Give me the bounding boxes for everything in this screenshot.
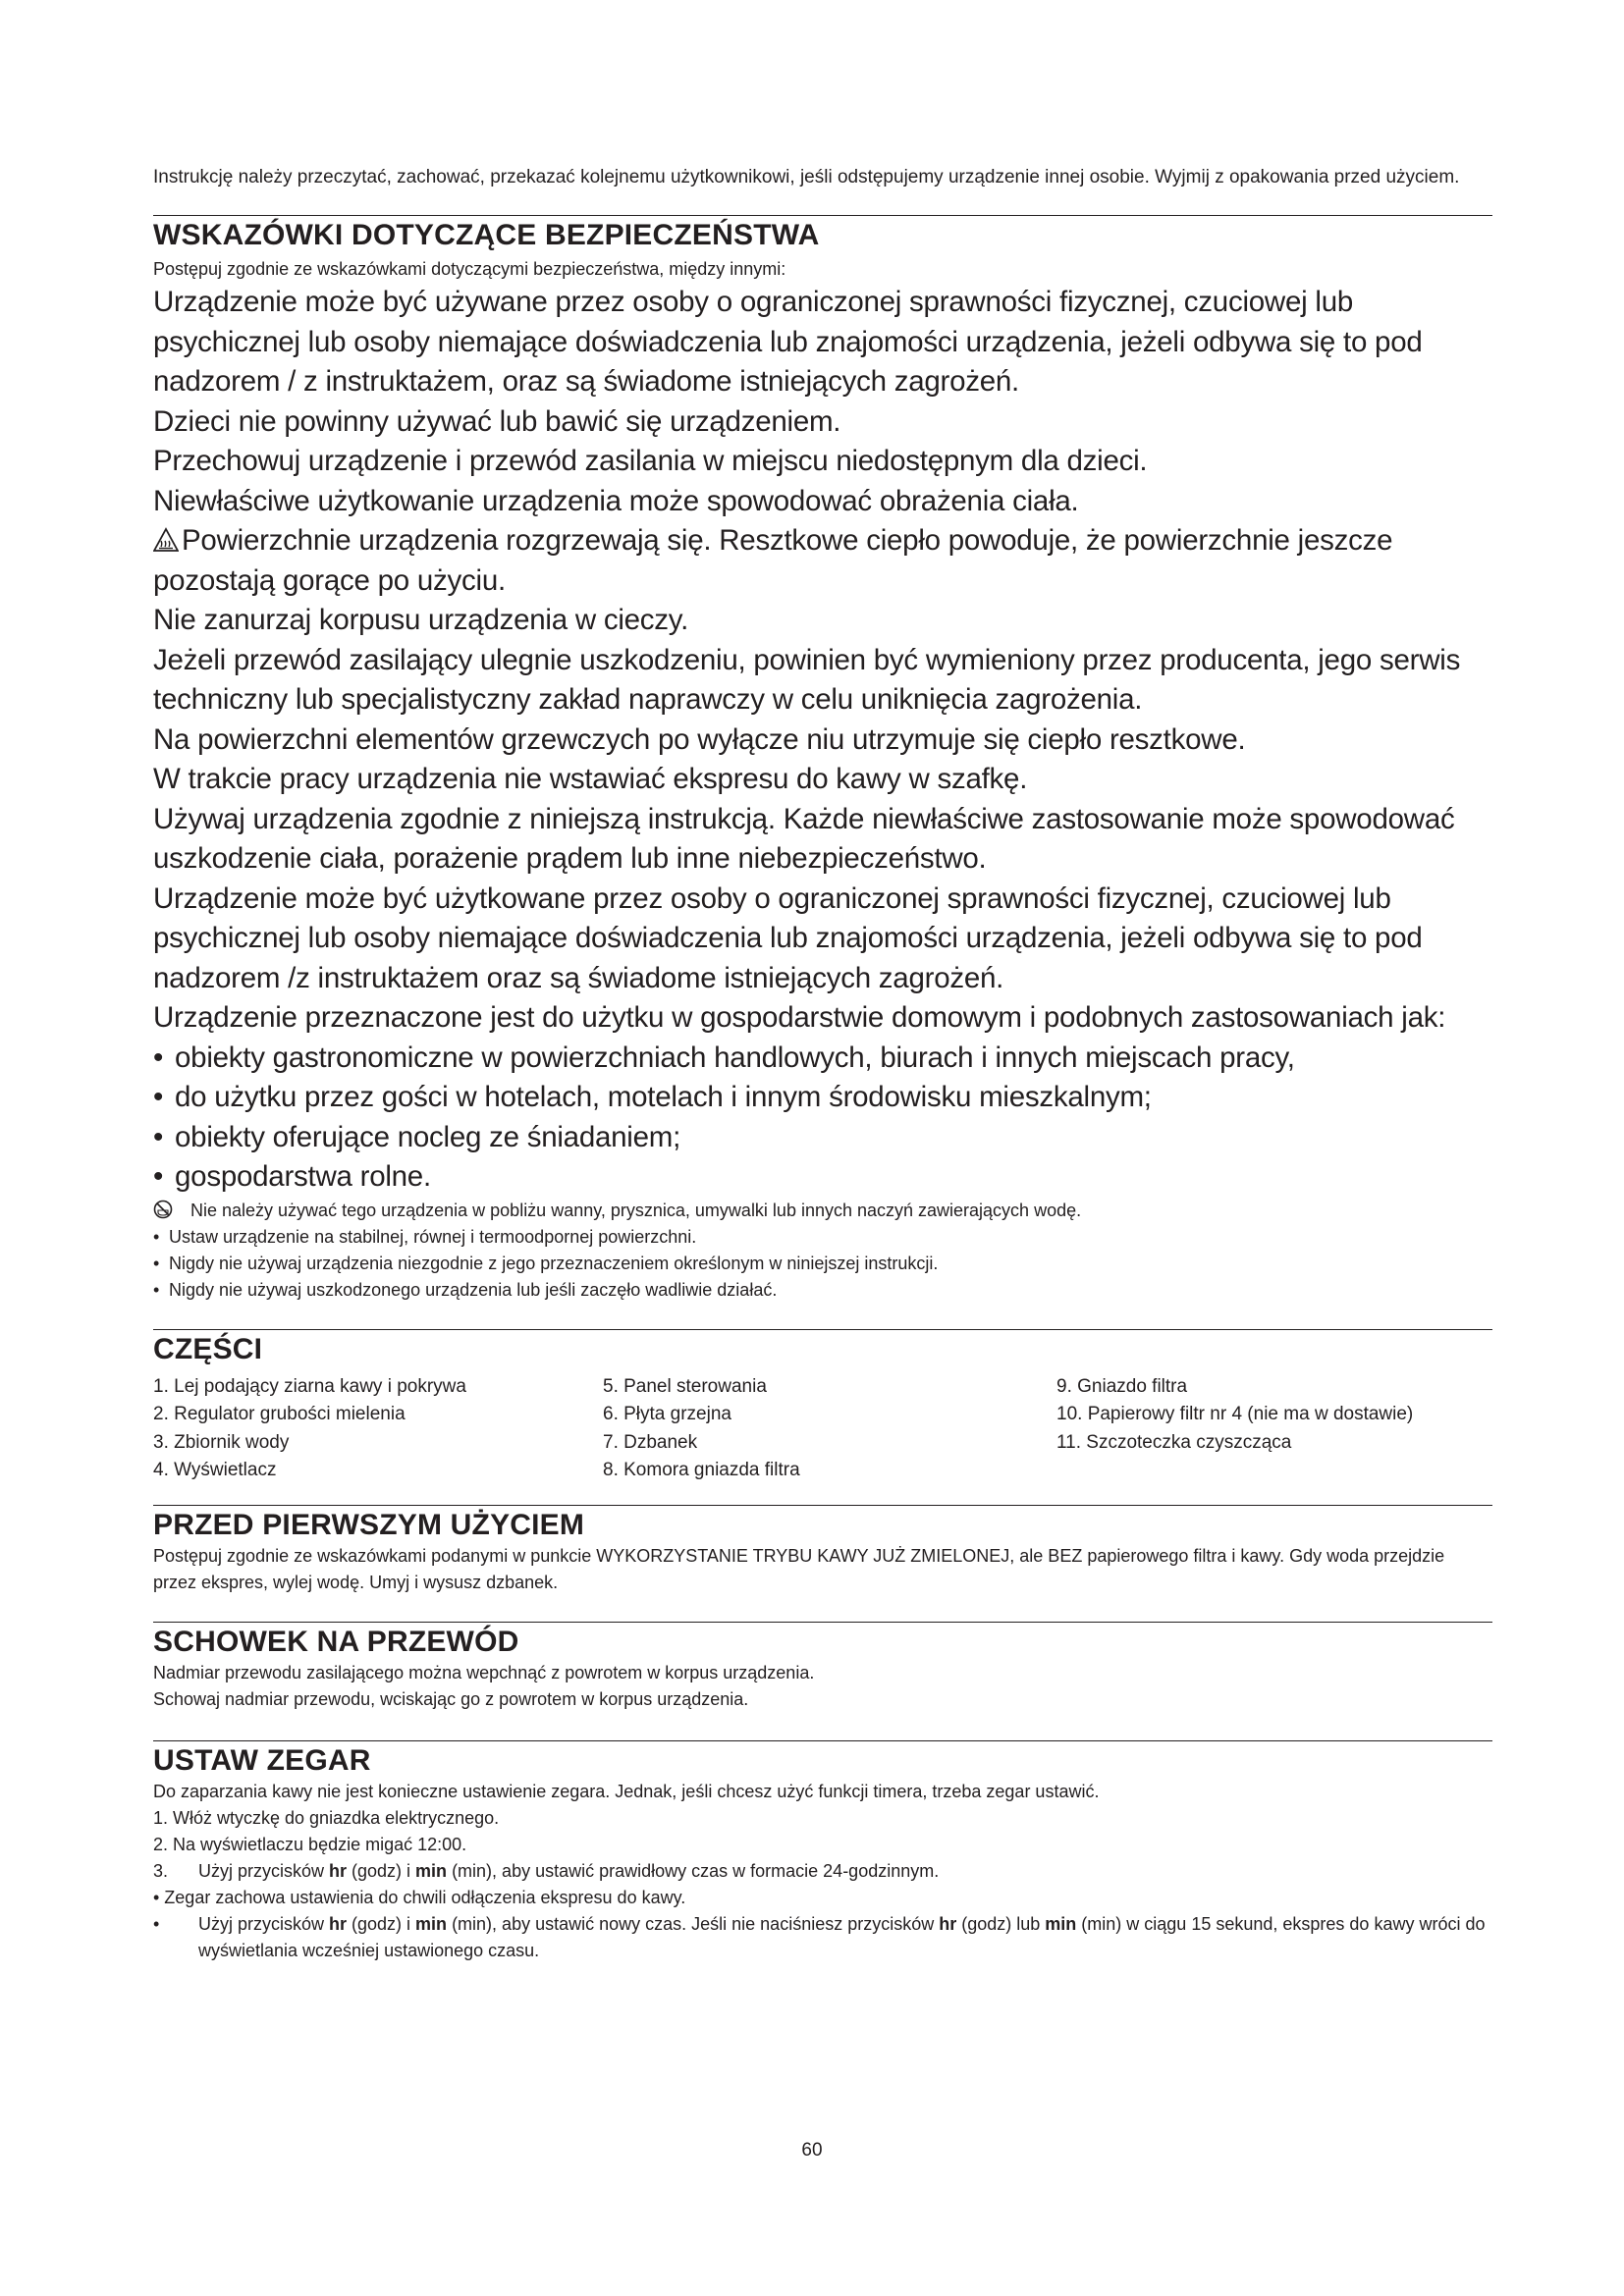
bullet-icon: • [153,1279,160,1300]
no-bath-icon [153,1200,173,1219]
safety-paragraphs [153,283,1492,1198]
part-item: 4. Wyświetlacz [153,1460,277,1480]
min-button-label: min [415,1913,448,1934]
section-divider [153,215,1492,216]
list-item: • obiekty oferujące nocleg ze śniadaniem; [153,1118,1492,1158]
safety-paragraph: Jeżeli przewód zasilający ulegnie uszkodzeniu, powinien być wymieniony przez producenta, jego serwis techniczny lub specjalistyczny zakład naprawczy w celu uniknięcia zagrożenia. [153,643,1461,716]
manual-page [153,163,1492,1964]
bullet-icon: • [153,1081,164,1113]
min-button-label: min [415,1860,448,1881]
section-divider [153,1622,1492,1623]
hot-surface-text: Powierzchnie urządzenia rozgrzewają się. Resztkowe ciepło powoduje, że powierzchnie jeszcze pozostają gorące po użyciu. [153,524,1393,597]
uses-list [153,1039,1492,1198]
no-water-text: Nie należy używać tego urządzenia w pobliżu wanny, prysznica, umywalki lub innych naczyń zawierających wodę. [190,1200,1082,1220]
safety-paragraph: Nie zanurzaj korpusu urządzenia w cieczy. [153,604,689,636]
clock-step: 1. Włóż wtyczkę do gniazdka elektrycznego. [153,1807,500,1828]
part-item: 3. Zbiornik wody [153,1431,290,1453]
clock-step: 3. Użyj przycisków hr (godz) i min (min), aby ustawić prawidłowy czas w formacie 24-godzinnym. [153,1860,940,1881]
list-item: • Ustaw urządzenie na stabilnej, równej i termoodpornej powierzchni. [153,1224,1492,1251]
bullet-icon: • [153,1120,164,1153]
clock-step: 2. Na wyświetlaczu będzie migać 12:00. [153,1834,467,1854]
parts-heading: CZĘŚCI [153,1332,263,1365]
clock-heading: USTAW ZEGAR [153,1743,371,1777]
safety-paragraph: Urządzenie przeznaczone jest do użytku w gospodarstwie domowym i podobnych zastosowaniach jak: [153,1001,1446,1034]
part-item: 11. Szczoteczka czyszcząca [1056,1431,1292,1453]
safety-lead: Postępuj zgodnie ze wskazówkami dotyczącymi bezpieczeństwa, między innymi: [153,259,786,279]
part-item: 1. Lej podający ziarna kawy i pokrywa [153,1375,466,1397]
first-use-text: Postępuj zgodnie ze wskazówkami podanymi w punkcie WYKORZYSTANIE TRYBU KAWY JUŻ ZMIELONEJ, ale BEZ papierowego filtra i kawy. Gdy woda przejdzie przez ekspres, wylej wodę. Umyj i wysusz dzbanek. [153,1545,1445,1592]
clock-note: • Użyj przycisków hr (godz) i min (min), aby ustawić nowy czas. Jeśli nie naciśniesz przycisków hr (godz) lub min (min) w ciągu 15 sekund, ekspres do kawy wróci do wyświetlania wcześniej ustawionego czasu. [153,1911,1492,1964]
min-button-label: min [1045,1913,1077,1934]
cord-heading: SCHOWEK NA PRZEWÓD [153,1625,519,1658]
safety-paragraph: Urządzenie może być użytkowane przez osoby o ograniczonej sprawności fizycznej, czuciowej lub psychicznej lub osoby niemające doświadczenia lub znajomości urządzenia, jeżeli odbywa się to pod nadzorem /z instruktażem oraz są świadome istniejących zagrożeń. [153,881,1423,994]
bullet-icon: • [153,1226,160,1247]
bullet-icon: • [153,1160,164,1193]
safety-paragraph: Przechowuj urządzenie i przewód zasilania w miejscu niedostępnym dla dzieci. [153,445,1148,477]
parts-column [603,1373,1056,1485]
small-notes [153,1198,1492,1304]
bullet-icon: • [153,1041,164,1074]
part-item: 9. Gniazdo filtra [1056,1375,1188,1397]
clock-instructions [153,1779,1492,1964]
safety-section [153,215,1492,1304]
part-item: 8. Komora gniazda filtra [603,1460,800,1480]
cord-line: Schowaj nadmiar przewodu, wciskając go z powrotem w korpus urządzenia. [153,1688,749,1709]
part-item: 5. Panel sterowania [603,1375,767,1397]
safety-paragraph: Niewłaściwe użytkowanie urządzenia może spowodować obrażenia ciała. [153,484,1079,517]
parts-section [153,1329,1492,1485]
safety-paragraph: W trakcie pracy urządzenia nie wstawiać ekspresu do kawy w szafkę. [153,763,1028,795]
section-divider [153,1329,1492,1330]
safety-paragraph: Używaj urządzenia zgodnie z niniejszą instrukcją. Każde niewłaściwe zastosowanie może spowodować uszkodzenie ciała, porażenie prądem lub inne niebezpieczeństwo. [153,802,1455,875]
hr-button-label: hr [329,1913,348,1934]
first-use-heading: PRZED PIERWSZYM UŻYCIEM [153,1508,585,1541]
parts-list [153,1373,1492,1485]
list-item: • obiekty gastronomiczne w powierzchniach handlowych, biurach i innych miejscach pracy, [153,1039,1492,1079]
part-item: 2. Regulator grubości mielenia [153,1404,406,1424]
part-item: 6. Płyta grzejna [603,1404,731,1424]
first-use-section [153,1505,1492,1596]
list-item: • gospodarstwa rolne. [153,1157,1492,1198]
safety-paragraph: Dzieci nie powinny używać lub bawić się urządzeniem. [153,404,841,438]
clock-intro: Do zaparzania kawy nie jest konieczne ustawienie zegara. Jednak, jeśli chcesz użyć funkcji timera, trzeba zegar ustawić. [153,1781,1100,1801]
list-item: • do użytku przez gości w hotelach, motelach i innym środowisku mieszkalnym; [153,1078,1492,1118]
bullet-icon: • [153,1913,160,1934]
hr-button-label: hr [329,1860,348,1881]
section-divider [153,1740,1492,1741]
cord-line: Nadmiar przewodu zasilającego można wepchnąć z powrotem w korpus urządzenia. [153,1662,815,1682]
hot-surface-warning-icon [153,524,179,550]
hot-surface-warning [153,521,1492,601]
parts-column [1056,1373,1492,1485]
safety-heading: WSKAZÓWKI DOTYCZĄCE BEZPIECZEŃSTWA [153,219,820,251]
list-item: • Nigdy nie używaj uszkodzonego urządzenia lub jeśli zaczęło wadliwie działać. [153,1277,1492,1304]
safety-paragraph: Na powierzchni elementów grzewczych po wyłącze niu utrzymuje się ciepło resztkowe. [153,722,1246,756]
parts-column [153,1373,603,1485]
cord-section [153,1622,1492,1713]
section-divider [153,1505,1492,1506]
part-item: 10. Papierowy filtr nr 4 (nie ma w dostawie) [1056,1404,1414,1424]
no-water-warning [153,1198,1492,1224]
small-bullets [153,1224,1492,1304]
page-number: 60 [801,2140,823,2161]
part-item: 7. Dzbanek [603,1431,698,1453]
clock-section [153,1740,1492,1964]
intro-text: Instrukcję należy przeczytać, zachować, przekazać kolejnemu użytkownikowi, jeśli odstępujemy urządzenie innej osobie. Wyjmij z opakowania przed użyciem. [153,167,1460,187]
clock-note: • Zegar zachowa ustawienia do chwili odłączenia ekspresu do kawy. [153,1887,686,1907]
list-item: • Nigdy nie używaj urządzenia niezgodnie z jego przeznaczeniem określonym w niniejszej instrukcji. [153,1251,1492,1277]
bullet-icon: • [153,1253,160,1273]
safety-paragraph: Urządzenie może być używane przez osoby o ograniczonej sprawności fizycznej, czuciowej lub psychicznej lub osoby niemające doświadczenia lub znajomości urządzenia, jeżeli odbywa się to pod nadzorem / z instruktażem, oraz są świadome istniejących zagrożeń. [153,286,1423,398]
hr-button-label: hr [939,1913,957,1934]
